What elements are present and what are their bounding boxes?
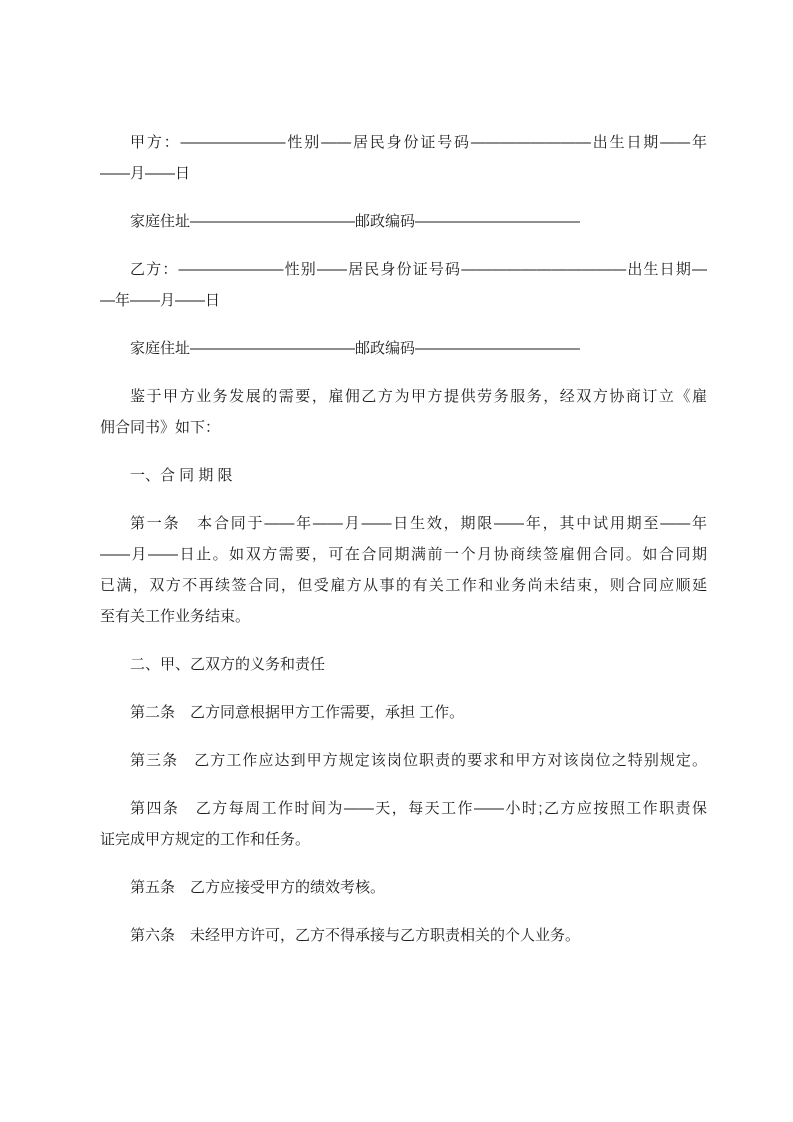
text-line: 第六条 未经甲方许可，乙方不得承接与乙方职责相关的个人业务。 [130,927,581,944]
party-a-info [100,127,707,189]
article-3 [100,745,707,776]
text-line: —年——月——日 [100,292,221,309]
text-line: 第二条 乙方同意根据甲方工作需要，承担 工作。 [130,704,465,721]
article-5 [100,872,707,903]
text-line: 第四条 乙方每周工作时间为——天，每天工作——小时;乙方应按照工作职责保 [130,800,707,817]
party-b-info [100,254,707,316]
text-line: ——月——日止。如双方需要，可在合同期满前一个月协商续签雇佣合同。如合同期 [100,546,707,563]
article-2 [100,697,707,728]
text-line: 第一条 本合同于——年——月——日生效，期限——年，其中试用期至——年 [130,515,707,532]
party-b-address [100,333,707,364]
article-4 [100,793,707,855]
text-line: 第五条 乙方应接受甲方的绩效考核。 [130,879,386,896]
text-line: 至有关工作业务结束。 [100,608,251,625]
heading-text: 一、合 同 期 限 [130,467,233,484]
section-2-heading [100,649,707,680]
text-line: 甲方：———————性别——居民身份证号码————————出生日期——年 [130,134,707,151]
text-line: ——月——日 [100,165,191,182]
text-line: 佣合同书》如下： [100,419,221,436]
text-line: 已满，双方不再续签合同，但受雇方从事的有关工作和业务尚未结束，则合同应顺延 [100,577,707,594]
text-line: 乙方：———————性别——居民身份证号码———————————出生日期— [130,261,707,278]
party-a-address [100,206,707,237]
article-1 [100,508,707,632]
text-line: 第三条 乙方工作应达到甲方规定该岗位职责的要求和甲方对该岗位之特别规定。 [130,752,707,769]
preamble [100,381,707,443]
text-line: 鉴于甲方业务发展的需要，雇佣乙方为甲方提供劳务服务，经双方协商订立《雇 [130,388,707,405]
section-1-heading [100,460,707,491]
text-line: 家庭住址———————————邮政编码——————————— [130,213,581,230]
text-line: 证完成甲方规定的工作和任务。 [100,831,311,848]
heading-text: 二、甲、乙双方的义务和责任 [130,656,326,673]
article-6 [100,920,707,951]
text-line: 家庭住址———————————邮政编码——————————— [130,340,581,357]
